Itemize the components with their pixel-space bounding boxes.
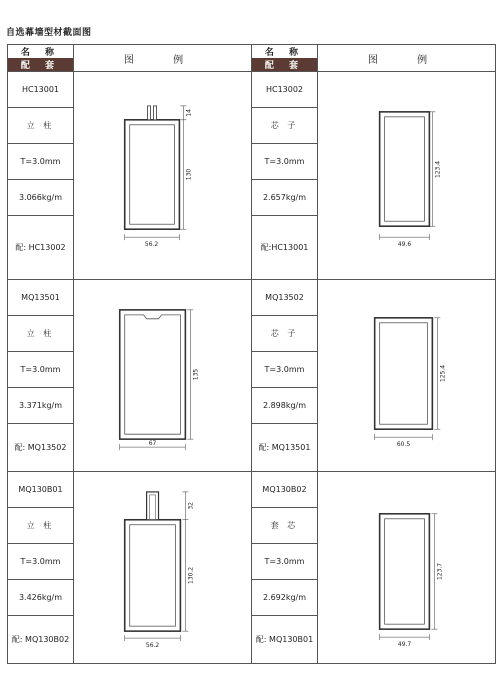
profile-section-drawing <box>74 280 251 471</box>
profile-section-drawing <box>318 472 495 663</box>
dim-width: 56.2 <box>144 241 159 249</box>
profile-thickness: T=3.0mm <box>8 144 74 180</box>
profile-weight: 3.066kg/m <box>8 180 74 216</box>
header-name-cell-left <box>8 45 74 72</box>
dim-width: 49.7 <box>397 641 412 649</box>
header-legend-label: 图 例 <box>318 45 496 72</box>
profile-thickness: T=3.0mm <box>252 352 318 388</box>
profile-diagram-mq130b02 <box>318 472 496 664</box>
profile-code: MQ130B02 <box>252 472 318 508</box>
table-row <box>8 72 496 108</box>
profile-part: 套 芯 <box>252 508 318 544</box>
profile-part: 芯 子 <box>252 316 318 352</box>
profile-diagram-hc13002 <box>318 72 496 280</box>
profile-part: 芯 子 <box>252 108 318 144</box>
profile-mate: 配: MQ13502 <box>8 424 74 472</box>
table-row <box>8 280 496 316</box>
dim-width: 60.5 <box>396 441 411 449</box>
profile-thickness: T=3.0mm <box>8 544 74 580</box>
profile-weight: 3.371kg/m <box>8 388 74 424</box>
profile-thickness: T=3.0mm <box>252 544 318 580</box>
profile-weight: 3.426kg/m <box>8 580 74 616</box>
header-legend-label: 图 例 <box>74 45 252 72</box>
table-header-row <box>8 45 496 72</box>
dim-width: 56.2 <box>145 642 160 650</box>
header-fitting-label: 配 套 <box>8 58 73 71</box>
profile-part: 立 柱 <box>8 508 74 544</box>
profile-code: MQ130B01 <box>8 472 74 508</box>
profile-part: 立 柱 <box>8 108 74 144</box>
profile-weight: 2.692kg/m <box>252 580 318 616</box>
profile-mate: 配:HC13001 <box>252 216 318 280</box>
dim-height: 130 <box>185 168 193 181</box>
dim-width: 49.6 <box>397 241 412 249</box>
profile-diagram-mq13502 <box>318 280 496 472</box>
header-name-cell-right <box>252 45 318 72</box>
profile-code: HC13001 <box>8 72 74 108</box>
profile-mate: 配: HC13002 <box>8 216 74 280</box>
profile-table <box>7 44 496 664</box>
profile-section-drawing <box>74 472 251 663</box>
table-row <box>8 472 496 508</box>
header-name-label: 名 称 <box>264 48 305 58</box>
profile-mate: 配: MQ13501 <box>252 424 318 472</box>
profile-section-drawing <box>318 280 495 471</box>
page-title: 自选幕墙型材截面图 <box>6 28 92 38</box>
profile-code: HC13002 <box>252 72 318 108</box>
dim-height: 123.7 <box>436 562 444 581</box>
profile-diagram-mq130b01 <box>74 472 252 664</box>
dim-height: 130.2 <box>187 566 195 584</box>
profile-diagram-mq13501 <box>74 280 252 472</box>
profile-code: MQ13501 <box>8 280 74 316</box>
profile-thickness: T=3.0mm <box>252 144 318 180</box>
profile-weight: 2.657kg/m <box>252 180 318 216</box>
dim-height: 125.4 <box>439 364 447 383</box>
dim-tab: 14 <box>185 109 193 117</box>
profile-section-drawing <box>74 72 251 279</box>
profile-weight: 2.898kg/m <box>252 388 318 424</box>
dim-width: 67 <box>148 440 157 448</box>
header-name-label: 名 称 <box>20 48 61 58</box>
dim-height: 123.4 <box>434 161 442 179</box>
profile-mate: 配: MQ130B02 <box>8 616 74 664</box>
profile-thickness: T=3.0mm <box>8 352 74 388</box>
profile-mate: 配: MQ130B01 <box>252 616 318 664</box>
header-fitting-label: 配 套 <box>252 58 317 71</box>
profile-section-drawing <box>318 72 495 279</box>
dim-height: 135 <box>192 368 200 381</box>
dim-tab: 32 <box>187 502 195 510</box>
profile-diagram-hc13001 <box>74 72 252 280</box>
profile-code: MQ13502 <box>252 280 318 316</box>
profile-part: 立 柱 <box>8 316 74 352</box>
